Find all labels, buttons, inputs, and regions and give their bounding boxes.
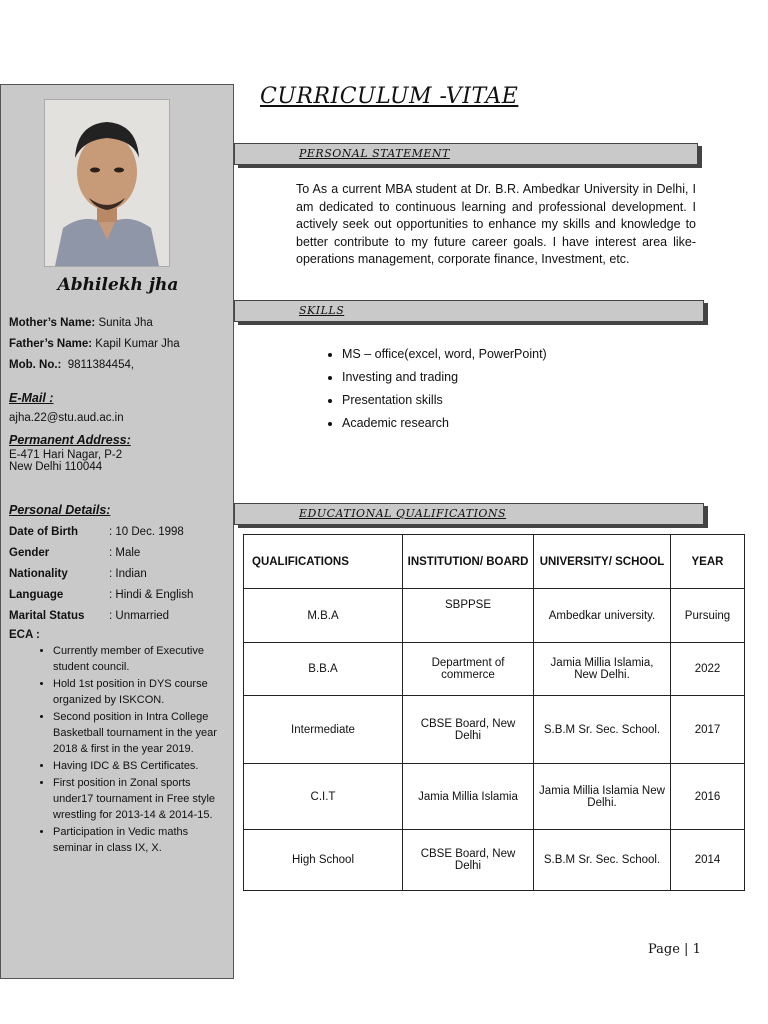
personal-details-heading: Personal Details: (9, 503, 111, 517)
col-header-institution: INSTITUTION/ BOARD (403, 535, 534, 589)
detail-value: : Hindi & English (109, 588, 194, 601)
detail-row-nationality (9, 563, 227, 584)
profile-photo-image (45, 100, 169, 266)
cell: Intermediate (244, 696, 403, 764)
mobile-label: Mob. No.: (9, 359, 62, 371)
detail-value: : Male (109, 546, 141, 559)
cell: 2014 (671, 830, 745, 891)
detail-key: Nationality (9, 567, 68, 580)
col-header-qualifications: QUALIFICATIONS (244, 535, 403, 589)
cell: M.B.A (244, 589, 403, 643)
eca-item: • Currently member of Executive student council. (53, 643, 227, 675)
cell: Jamia Millia Islamia (403, 764, 534, 830)
detail-row-gender (9, 542, 227, 563)
personal-statement-band (234, 143, 698, 165)
detail-key: Marital Status (9, 609, 85, 622)
detail-key: Date of Birth (9, 525, 78, 538)
eca-item: • Having IDC & BS Certificates. (53, 758, 227, 774)
cell: 2017 (671, 696, 745, 764)
table-row (244, 589, 745, 643)
father-name: Kapil Kumar Jha (95, 338, 180, 350)
education-table (243, 534, 745, 891)
col-header-year: YEAR (671, 535, 745, 589)
skill-item: • Academic research (342, 415, 547, 438)
table-row (244, 696, 745, 764)
eca-list (9, 643, 227, 856)
profile-photo (44, 99, 170, 267)
skills-list (324, 346, 547, 438)
detail-value: : 10 Dec. 1998 (109, 525, 184, 538)
table-row (244, 643, 745, 696)
candidate-name: Abhilekh jha (57, 275, 179, 295)
personal-details (9, 503, 227, 857)
email-block (9, 391, 227, 424)
address-block (9, 433, 227, 473)
eca-heading: ECA : (9, 629, 40, 641)
cell: CBSE Board, New Delhi (403, 830, 534, 891)
table-row (244, 830, 745, 891)
eca-item: • Second position in Intra College Basketball tournament in the year 2018 & first in the year 2019. (53, 709, 227, 757)
skill-item: • MS – office(excel, word, PowerPoint) (342, 346, 547, 369)
cell: S.B.M Sr. Sec. School. (534, 830, 671, 891)
cell: Pursuing (671, 589, 745, 643)
cell: High School (244, 830, 403, 891)
cell: SBPPSE (403, 589, 534, 643)
cell: Department of commerce (403, 643, 534, 696)
page-number: Page | 1 (648, 942, 701, 957)
cell: Ambedkar university. (534, 589, 671, 643)
skill-item: • Presentation skills (342, 392, 547, 415)
eca-item: • First position in Zonal sports under17 tournament in Free style wrestling for 2013-14 & 2014-15. (53, 775, 227, 823)
cell: C.I.T (244, 764, 403, 830)
email-heading: E-Mail : (9, 391, 54, 405)
table-row (244, 764, 745, 830)
cell: Jamia Millia Islamia, New Delhi. (534, 643, 671, 696)
skill-item: • Investing and trading (342, 369, 547, 392)
address-line-2: New Delhi 110044 (9, 461, 103, 473)
cell: CBSE Board, New Delhi (403, 696, 534, 764)
page-title: CURRICULUM -VITAE (260, 84, 519, 109)
detail-row-dob (9, 521, 227, 542)
eca-item: • Hold 1st position in DYS course organized by ISKCON. (53, 676, 227, 708)
skills-band (234, 300, 704, 322)
table-header-row (244, 535, 745, 589)
education-heading: EDUCATIONAL QUALIFICATIONS (299, 507, 507, 520)
detail-key: Gender (9, 546, 50, 559)
cell: 2016 (671, 764, 745, 830)
mother-name: Sunita Jha (98, 317, 153, 329)
detail-value: : Indian (109, 567, 147, 580)
mother-label: Mother’s Name: (9, 317, 96, 329)
eca-item: • Participation in Vedic maths seminar in class IX, X. (53, 824, 227, 856)
mobile-number: 9811384454, (67, 359, 135, 371)
family-info (9, 317, 227, 380)
address-line-1: E-471 Hari Nagar, P-2 (9, 449, 123, 461)
detail-value: : Unmarried (109, 609, 170, 622)
detail-row-language (9, 584, 227, 605)
father-label: Father’s Name: (9, 338, 93, 350)
skills-heading: SKILLS (299, 304, 345, 317)
col-header-university: UNIVERSITY/ SCHOOL (534, 535, 671, 589)
detail-row-marital (9, 605, 227, 626)
detail-key: Language (9, 588, 64, 601)
personal-statement-text: To As a current MBA student at Dr. B.R. Ambedkar University in Delhi, I am dedicated to continuous learning and professional development. I actively seek out opportunities to enhance my skills and knowledge to better contribute to my future career goals. I have interest area like-operations management, corporate finance, Investment, etc. (296, 182, 696, 266)
address-heading: Permanent Address: (9, 433, 131, 447)
cell: 2022 (671, 643, 745, 696)
cell: Jamia Millia Islamia New Delhi. (534, 764, 671, 830)
education-band (234, 503, 704, 525)
cell: S.B.M Sr. Sec. School. (534, 696, 671, 764)
cell: B.B.A (244, 643, 403, 696)
email-value: ajha.22@stu.aud.ac.in (9, 412, 124, 424)
personal-statement-heading: PERSONAL STATEMENT (299, 147, 450, 160)
sidebar (0, 84, 234, 979)
